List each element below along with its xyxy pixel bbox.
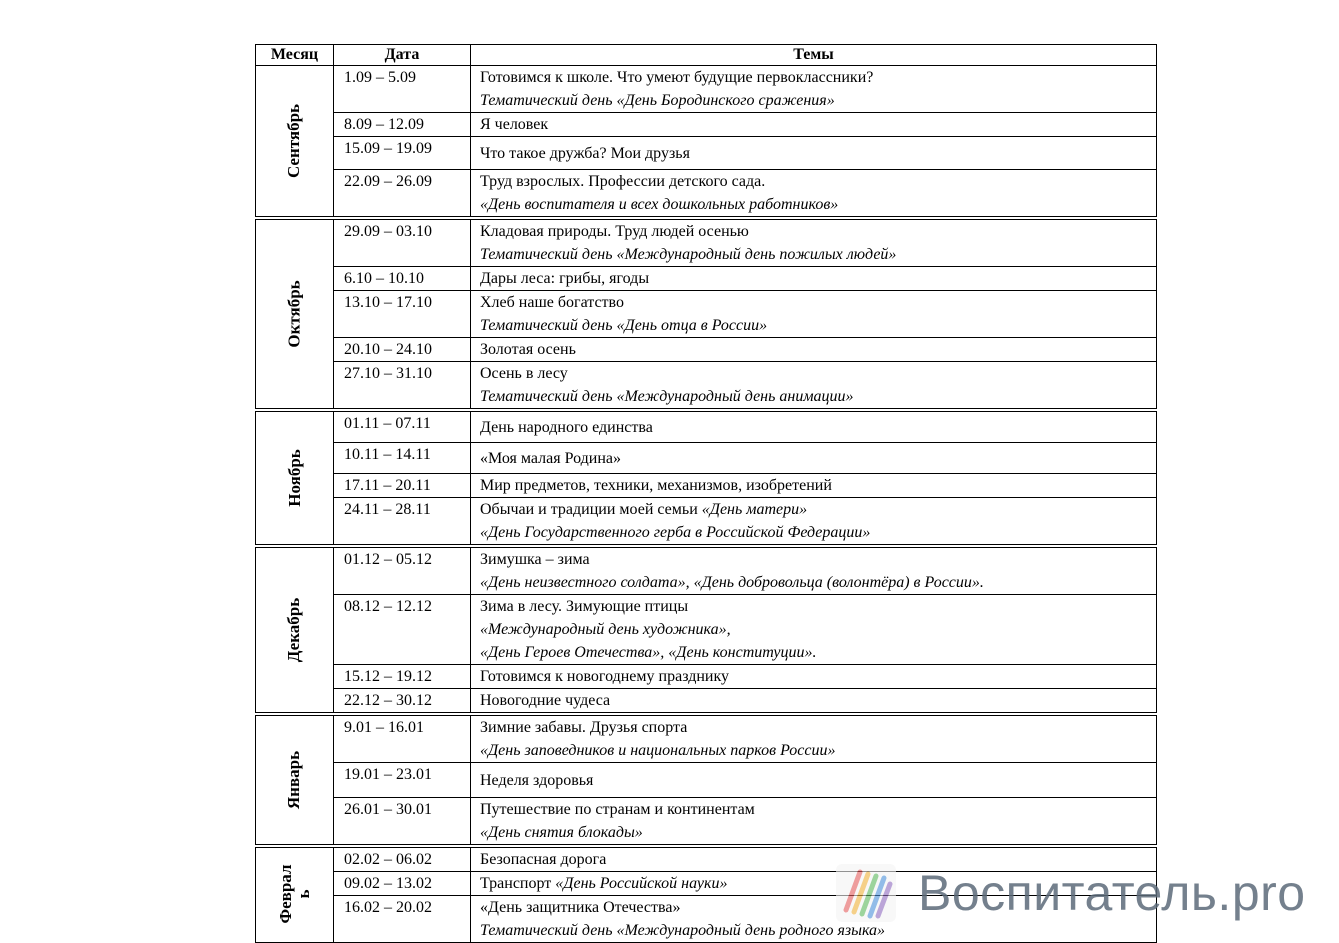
theme-line bbox=[480, 571, 1156, 594]
pencils-logo-icon bbox=[830, 858, 902, 928]
table-row bbox=[256, 443, 1157, 474]
watermark bbox=[830, 858, 1330, 928]
theme-line bbox=[480, 362, 1156, 385]
table-row bbox=[256, 113, 1157, 137]
theme-line bbox=[480, 113, 1156, 136]
table-row bbox=[256, 267, 1157, 291]
theme-line bbox=[480, 665, 1156, 688]
date-cell: 29.09 – 03.10 bbox=[334, 218, 471, 267]
theme-line bbox=[480, 291, 1156, 314]
theme-cell bbox=[471, 267, 1157, 291]
theme-line bbox=[480, 447, 1156, 470]
theme-line bbox=[480, 474, 1156, 497]
theme-cell bbox=[471, 113, 1157, 137]
date-cell: 15.09 – 19.09 bbox=[334, 137, 471, 170]
theme-line bbox=[480, 170, 1156, 193]
theme-line bbox=[480, 739, 1156, 762]
theme-line bbox=[480, 89, 1156, 112]
table-row bbox=[256, 714, 1157, 763]
table-row bbox=[256, 410, 1157, 443]
date-cell: 6.10 – 10.10 bbox=[334, 267, 471, 291]
event-text: «День снятия блокады» bbox=[480, 824, 643, 841]
date-cell: 26.01 – 30.01 bbox=[334, 798, 471, 847]
topic-text: Готовимся к школе. Что умеют будущие первоклассники? bbox=[480, 69, 874, 86]
theme-cell bbox=[471, 291, 1157, 338]
theme-line bbox=[480, 689, 1156, 712]
topic-text: Кладовая природы. Труд людей осенью bbox=[480, 223, 749, 240]
date-cell: 22.12 – 30.12 bbox=[334, 689, 471, 715]
theme-cell bbox=[471, 362, 1157, 411]
topic-text: «День защитника Отечества» bbox=[480, 899, 681, 916]
table-row bbox=[256, 66, 1157, 113]
event-text: «День Государственного герба в Российской Федерации» bbox=[480, 524, 871, 541]
topic-text: Хлеб наше богатство bbox=[480, 294, 624, 311]
theme-line bbox=[480, 142, 1156, 165]
topic-text: Дары леса: грибы, ягоды bbox=[480, 270, 650, 287]
table-row bbox=[256, 689, 1157, 715]
topic-text: Зима в лесу. Зимующие птицы bbox=[480, 598, 689, 615]
date-cell: 22.09 – 26.09 bbox=[334, 170, 471, 219]
header-themes: Темы bbox=[471, 45, 1157, 66]
theme-line bbox=[480, 548, 1156, 571]
date-cell: 8.09 – 12.09 bbox=[334, 113, 471, 137]
table-row bbox=[256, 291, 1157, 338]
theme-line bbox=[480, 338, 1156, 361]
table-row bbox=[256, 170, 1157, 219]
theme-cell bbox=[471, 410, 1157, 443]
topic-text: Транспорт bbox=[480, 875, 552, 892]
topic-text: Неделя здоровья bbox=[480, 771, 594, 789]
topic-text: Труд взрослых. Профессии детского сада. bbox=[480, 173, 766, 190]
theme-line bbox=[480, 769, 1156, 792]
month-label: Сентябрь bbox=[284, 103, 304, 178]
date-cell: 13.10 – 17.10 bbox=[334, 291, 471, 338]
theme-line bbox=[480, 716, 1156, 739]
date-cell: 15.12 – 19.12 bbox=[334, 665, 471, 689]
table-row bbox=[256, 546, 1157, 595]
event-text: «День воспитателя и всех дошкольных работников» bbox=[480, 196, 839, 213]
theme-cell bbox=[471, 137, 1157, 170]
month-cell bbox=[256, 846, 334, 943]
month-cell bbox=[256, 218, 334, 410]
month-label: Ноябрь bbox=[284, 448, 304, 507]
date-cell: 01.12 – 05.12 bbox=[334, 546, 471, 595]
event-text: Тематический день «День Бородинского сражения» bbox=[480, 92, 835, 109]
date-cell: 27.10 – 31.10 bbox=[334, 362, 471, 411]
theme-cell bbox=[471, 218, 1157, 267]
theme-line bbox=[480, 314, 1156, 337]
date-cell: 09.02 – 13.02 bbox=[334, 872, 471, 896]
theme-cell bbox=[471, 66, 1157, 113]
theme-line bbox=[480, 416, 1156, 439]
event-text: Тематический день «Международный день родного языка» bbox=[480, 922, 886, 939]
month-cell bbox=[256, 714, 334, 846]
theme-cell bbox=[471, 595, 1157, 665]
theme-cell bbox=[471, 763, 1157, 798]
date-cell: 20.10 – 24.10 bbox=[334, 338, 471, 362]
theme-cell bbox=[471, 798, 1157, 847]
topic-text: Осень в лесу bbox=[480, 365, 568, 382]
topic-text: Золотая осень bbox=[480, 341, 576, 358]
date-cell: 24.11 – 28.11 bbox=[334, 498, 471, 547]
event-text: Тематический день «День отца в России» bbox=[480, 317, 768, 334]
topic-text: Готовимся к новогоднему празднику bbox=[480, 668, 730, 685]
theme-line bbox=[480, 66, 1156, 89]
topic-text: Обычаи и традиции моей семьи bbox=[480, 501, 698, 518]
event-text: «Международный день художника», bbox=[480, 621, 731, 638]
table-header-row bbox=[256, 45, 1157, 66]
date-cell: 9.01 – 16.01 bbox=[334, 714, 471, 763]
event-text: «День матери» bbox=[701, 501, 808, 518]
date-cell: 1.09 – 5.09 bbox=[334, 66, 471, 113]
table-row bbox=[256, 218, 1157, 267]
theme-cell bbox=[471, 546, 1157, 595]
theme-line bbox=[480, 498, 1156, 521]
topic-text: День народного единства bbox=[480, 418, 653, 436]
theme-cell bbox=[471, 689, 1157, 715]
month-cell bbox=[256, 66, 334, 219]
table-row bbox=[256, 665, 1157, 689]
table-row bbox=[256, 362, 1157, 411]
month-cell bbox=[256, 410, 334, 546]
themes-table bbox=[255, 44, 1157, 943]
topic-text: Мир предметов, техники, механизмов, изобретений bbox=[480, 477, 832, 494]
event-text: Тематический день «Международный день анимации» bbox=[480, 388, 854, 405]
table-row bbox=[256, 798, 1157, 847]
month-label: Январь bbox=[284, 750, 304, 809]
date-cell: 19.01 – 23.01 bbox=[334, 763, 471, 798]
table-body bbox=[256, 66, 1157, 943]
theme-cell bbox=[471, 443, 1157, 474]
theme-cell bbox=[471, 338, 1157, 362]
theme-line bbox=[480, 385, 1156, 408]
theme-line bbox=[480, 641, 1156, 664]
theme-cell bbox=[471, 474, 1157, 498]
theme-cell bbox=[471, 498, 1157, 547]
theme-cell bbox=[471, 170, 1157, 219]
topic-text: Зимушка – зима bbox=[480, 551, 590, 568]
topic-text: Зимние забавы. Друзья спорта bbox=[480, 719, 688, 736]
theme-line bbox=[480, 798, 1156, 821]
theme-line bbox=[480, 618, 1156, 641]
topic-text: Что такое дружба? Мои друзья bbox=[480, 144, 690, 162]
month-label: Декабрь bbox=[284, 597, 304, 662]
date-cell: 16.02 – 20.02 bbox=[334, 896, 471, 943]
topic-text: Путешествие по странам и континентам bbox=[480, 801, 755, 818]
event-text: «День Российской науки» bbox=[555, 875, 728, 892]
date-cell: 10.11 – 14.11 bbox=[334, 443, 471, 474]
date-cell: 02.02 – 06.02 bbox=[334, 846, 471, 872]
theme-line bbox=[480, 243, 1156, 266]
watermark-text: Воспитатель.pro bbox=[918, 865, 1306, 921]
theme-line bbox=[480, 267, 1156, 290]
theme-cell bbox=[471, 714, 1157, 763]
date-cell: 01.11 – 07.11 bbox=[334, 410, 471, 443]
table-row bbox=[256, 763, 1157, 798]
table-row bbox=[256, 498, 1157, 547]
table-row bbox=[256, 595, 1157, 665]
table-row bbox=[256, 137, 1157, 170]
date-cell: 17.11 – 20.11 bbox=[334, 474, 471, 498]
table-row bbox=[256, 474, 1157, 498]
header-date: Дата bbox=[334, 45, 471, 66]
theme-line bbox=[480, 595, 1156, 618]
header-month: Месяц bbox=[256, 45, 334, 66]
table-row bbox=[256, 338, 1157, 362]
month-label: Феврал ь bbox=[275, 864, 313, 923]
event-text: «День неизвестного солдата», «День добровольца (волонтёра) в России». bbox=[480, 574, 984, 591]
schedule-document bbox=[255, 44, 1156, 943]
theme-line bbox=[480, 821, 1156, 844]
event-text: «День заповедников и национальных парков России» bbox=[480, 742, 836, 759]
month-cell bbox=[256, 546, 334, 714]
topic-text: Новогодние чудеса bbox=[480, 692, 611, 709]
topic-text: «Моя малая Родина» bbox=[480, 449, 621, 467]
month-label: Октябрь bbox=[284, 279, 304, 348]
event-text: Тематический день «Международный день пожилых людей» bbox=[480, 246, 897, 263]
theme-line bbox=[480, 521, 1156, 544]
date-cell: 08.12 – 12.12 bbox=[334, 595, 471, 665]
theme-line bbox=[480, 193, 1156, 216]
topic-text: Я человек bbox=[480, 116, 549, 133]
theme-line bbox=[480, 220, 1156, 243]
event-text: «День Героев Отечества», «День конституции». bbox=[480, 644, 817, 661]
topic-text: Безопасная дорога bbox=[480, 851, 607, 868]
theme-cell bbox=[471, 665, 1157, 689]
